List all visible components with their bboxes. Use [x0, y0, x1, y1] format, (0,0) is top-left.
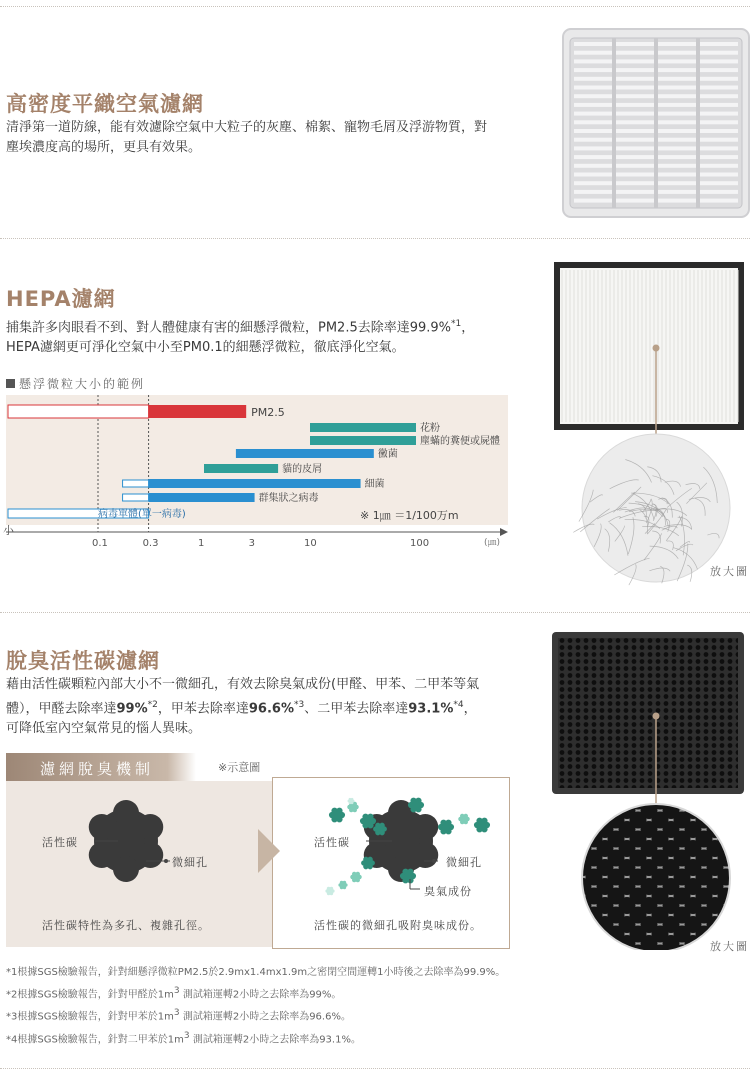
footnote-ref-4: *4 — [453, 700, 464, 710]
footnote-4-b: 測試箱運轉2小時之去除率為93.1%。 — [189, 1033, 361, 1045]
odor-molecule-icon — [329, 808, 345, 823]
separator-2 — [0, 612, 750, 613]
bar-label-1: 花粉 — [420, 423, 440, 434]
hepa-enlarge-label: 放大圖 — [710, 565, 749, 578]
section2-line1-end: ， — [461, 320, 475, 336]
bar-tail-6 — [123, 494, 149, 501]
right-odor-label: 臭氣成份 — [424, 885, 472, 898]
section3-line1: 藉由活性碳顆粒內部大小不一微細孔，有效去除臭氣成份(甲醛、甲苯、二甲苯等氣 — [6, 677, 480, 692]
right-pore-label: 微細孔 — [446, 856, 482, 869]
carbon-enlarge-label: 放大圖 — [710, 940, 749, 953]
bar-label-0: PM2.5 — [251, 406, 285, 419]
x-tick-100: 100 — [410, 538, 430, 549]
footnote-4 — [6, 1027, 505, 1049]
x-tick-1: 1 — [198, 538, 205, 549]
section3-title: 脫臭活性碳濾網 — [6, 649, 160, 673]
section3-body — [6, 675, 479, 739]
bar-tail-5 — [123, 480, 149, 487]
section3-line2-a: 體），甲醛去除率達 — [6, 701, 117, 717]
formaldehyde-rate: 99% — [116, 701, 148, 717]
bar-label-7: 病毒單體(單一病毒) — [98, 509, 186, 520]
separator-1 — [0, 238, 750, 239]
xylene-rate: 93.1% — [408, 701, 454, 717]
separator-top — [0, 6, 750, 7]
mesh-filter-image — [562, 28, 750, 218]
separator-bottom — [0, 1068, 750, 1069]
left-caption: 活性碳特性為多孔、複雜孔徑。 — [42, 919, 210, 932]
footnote-2-b: 測試箱運轉2小時之去除率為99%。 — [179, 989, 342, 1001]
section2-line1-text: 捕集許多肉眼看不到、對人體健康有害的細懸浮微粒，PM2.5去除率達99.9% — [6, 320, 452, 336]
axis-unit-label: (㎛) — [484, 538, 501, 548]
odor-molecule-icon — [350, 872, 362, 883]
chart-title — [6, 375, 145, 392]
footnote-2-a: *2根據SGS檢驗報告，針對甲醛於1m — [6, 989, 174, 1001]
unit-note: ※ 1㎛ ＝1/100万m — [360, 509, 459, 522]
section3-line3: 可降低室內空氣常見的惱人異味。 — [6, 721, 202, 737]
right-caption: 活性碳的微細孔吸附臭味成份。 — [314, 919, 482, 932]
square-bullet-icon — [6, 379, 15, 388]
footnote-1: *1根據SGS檢驗報告，針對細懸浮微粒PM2.5於2.9mx1.4mx1.9m之密閉空間運轉1小時後之去除率為99.9%。 — [6, 967, 506, 978]
section2-line2: HEPA濾網更可淨化空氣中小至PM0.1的細懸浮微粒，徹底淨化空氣。 — [6, 340, 405, 356]
section2-line1 — [6, 314, 474, 338]
footnote-ref-2: *2 — [147, 700, 158, 710]
section1-line2: 塵埃濃度高的場所，更具有效果。 — [6, 140, 202, 155]
footnote-ref-1: *1 — [451, 319, 462, 329]
bar-fill-6 — [149, 493, 255, 502]
section2-body — [6, 314, 474, 358]
bar-label-6: 群集狀之病毒 — [258, 493, 319, 504]
section1-body — [6, 118, 487, 158]
section3-line2-c: ，甲苯去除率達 — [157, 701, 249, 717]
footnote-4-a: *4根據SGS檢驗報告，針對二甲苯於1m — [6, 1033, 184, 1045]
x-tick-3: 3 — [248, 538, 255, 549]
x-tick-10: 10 — [304, 538, 317, 549]
footnote-3 — [6, 1004, 505, 1026]
left-carbon-label: 活性碳 — [42, 836, 78, 849]
odor-molecule-icon — [325, 887, 334, 895]
right-carbon-label: 活性碳 — [314, 836, 350, 849]
section1-title: 高密度平織空氣濾網 — [6, 92, 204, 116]
axis-start-label: 小 — [3, 524, 14, 537]
footnote-3-b: 測試箱運轉2小時之去除率為96.6%。 — [179, 1011, 351, 1023]
hepa-filter-image — [550, 258, 750, 594]
footnotes — [6, 964, 505, 1049]
bar-0 — [8, 405, 285, 419]
bar-fill-5 — [149, 479, 361, 488]
odor-molecule-icon — [474, 818, 490, 833]
bar-label-5: 細菌 — [364, 479, 385, 490]
footnote-3-a: *3根據SGS檢驗報告，針對甲苯於1m — [6, 1011, 174, 1023]
odor-molecule-icon — [338, 881, 347, 889]
bar-fill-2 — [310, 436, 416, 445]
left-pore-label: 微細孔 — [172, 856, 208, 869]
toluene-rate: 96.6% — [248, 701, 294, 717]
x-tick-0.3: 0.3 — [142, 538, 159, 549]
bar-fill-4 — [204, 464, 278, 473]
bar-label-4: 貓的皮屑 — [282, 464, 323, 475]
mechanism-title: 濾網脫臭機制 — [40, 760, 155, 778]
odor-molecule-icon — [438, 820, 454, 835]
odor-molecule-icon — [458, 814, 470, 825]
bar-label-3: 黴菌 — [377, 449, 398, 460]
bar-fill-1 — [310, 423, 416, 432]
footnote-3-sup: 3 — [173, 1008, 180, 1019]
arrow-right-icon — [258, 829, 280, 873]
x-tick-0.1: 0.1 — [92, 538, 108, 549]
footnote-2 — [6, 982, 505, 1004]
bar-fill-0 — [149, 405, 247, 418]
bar-label-2: 塵蟎的糞便或屍體 — [420, 436, 500, 447]
chart-title-text: 懸浮微粒大小的範例 — [19, 377, 146, 391]
mechanism-panel — [6, 753, 510, 949]
section3-line2 — [6, 695, 479, 719]
carbon-filter-image — [550, 630, 750, 950]
footnote-4-sup: 3 — [183, 1030, 190, 1041]
footnote-ref-3: *3 — [294, 700, 305, 710]
section1-line1: 清淨第一道防線，能有效濾除空氣中大粒子的灰塵、棉絮、寵物毛屑及浮游物質，對 — [6, 120, 488, 135]
section2-title: HEPA濾網 — [6, 287, 116, 311]
section3-line2-e: ， — [463, 701, 477, 717]
bar-7 — [8, 507, 186, 520]
bar-fill-3 — [236, 449, 374, 458]
particle-size-chart — [0, 393, 520, 555]
section3-line2-d: 、二甲苯去除率達 — [304, 701, 409, 717]
mechanism-note: ※示意圖 — [218, 761, 261, 774]
bar-outline-0 — [8, 405, 149, 418]
footnote-2-sup: 3 — [173, 986, 180, 996]
